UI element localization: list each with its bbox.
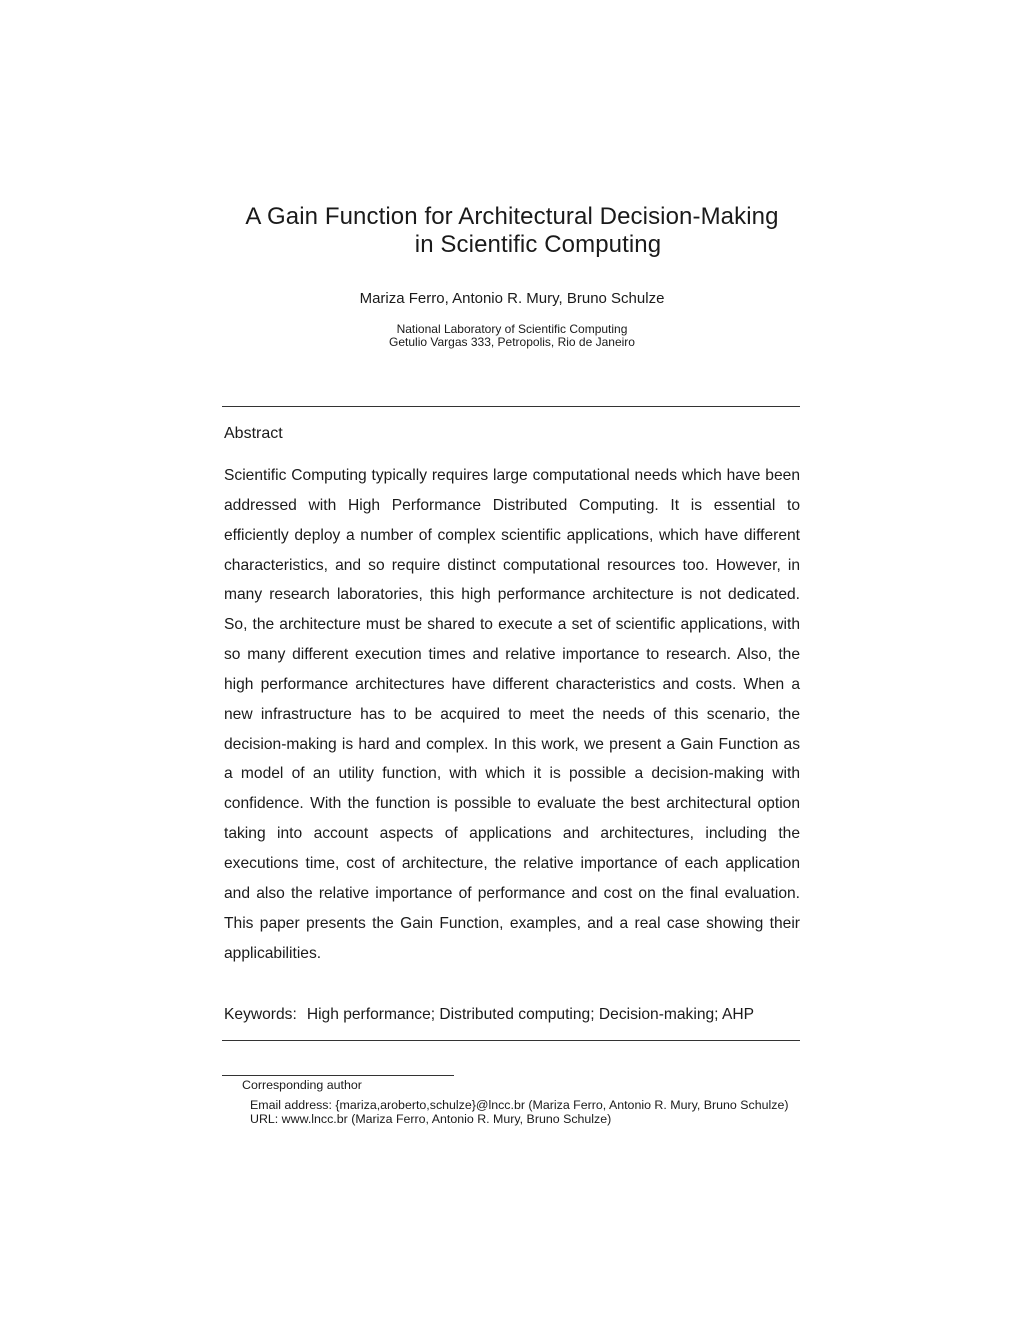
abstract-body: Scientific Computing typically requires large computational needs which have been addressed with High Performance Distributed Computing. It is essential to efficiently deploy a number of complex scientific applications, which have different characteristics, and so require distinct computational resources too. However, in many research laboratories, this high performance architecture is not dedicated. So, the architecture must be shared to execute a set of scientific applications, with so many different execution times and relative importance to research. Also, the high performance architectures have different characteristics and costs. When a new infrastructure has to be acquired to meet the needs of this scenario, the decision-making is hard and complex. In this work, we present a Gain Function as a model of an utility function, with which it is possible a decision-making with confidence. With the function is possible to evaluate the best architectural option taking into account aspects of applications and architectures, including the executions time, cost of architecture, the relative importance of each application and also the relative importance of performance and cost on the final evaluation. This paper presents the Gain Function, examples, and a real case showing their applicabilities. [224, 467, 800, 962]
abstract-top-divider [222, 406, 800, 407]
paper-title-line-1: A Gain Function for Architectural Decision-Making [245, 203, 779, 230]
footnote-email: Email address: {mariza,aroberto,schulze}@lncc.br (Mariza Ferro, Antonio R. Mury, Bruno Schulze) [250, 1098, 789, 1112]
footnote-url: URL: www.lncc.br (Mariza Ferro, Antonio R. Mury, Bruno Schulze) [250, 1112, 612, 1126]
keywords-text: High performance; Distributed computing; Decision-making; AHP [306, 1006, 755, 1023]
abstract-bottom-divider [222, 1040, 800, 1041]
abstract-heading: Abstract [224, 425, 283, 442]
keywords-label: Keywords: [224, 1006, 297, 1023]
paper-title-line-2: in Scientific Computing [414, 231, 662, 258]
footnote-corresponding-author: Corresponding author [242, 1078, 362, 1092]
paper-affiliation [222, 323, 802, 349]
keywords-line [224, 1004, 800, 1026]
footnote-divider [222, 1075, 454, 1076]
footnotes [224, 1078, 802, 1126]
affiliation-line-2: Getulio Vargas 333, Petropolis, Rio de Janeiro [389, 335, 635, 349]
paper-authors: Mariza Ferro, Antonio R. Mury, Bruno Schulze [359, 290, 665, 307]
affiliation-line-1: National Laboratory of Scientific Computing [396, 322, 628, 336]
paper-title [200, 203, 824, 259]
